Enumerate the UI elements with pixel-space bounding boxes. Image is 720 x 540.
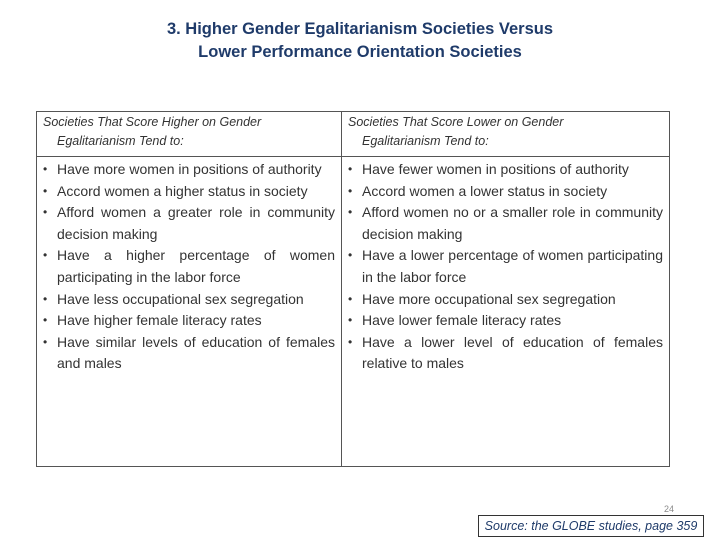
- list-item: • Have more occupational sex segregation: [348, 289, 663, 311]
- bullet-dot-icon: •: [43, 313, 48, 328]
- list-item: • Have similar levels of education of females and males: [43, 333, 335, 372]
- list-item: • Have a lower percentage of women participating in the labor force: [348, 247, 663, 285]
- bullet-dot-icon: •: [43, 291, 48, 306]
- list-item: • Afford women a greater role in community decision making: [43, 204, 335, 242]
- list-item: • Afford women no or a smaller role in community decision making: [348, 204, 663, 242]
- lower-traits-list: [342, 159, 669, 375]
- list-item: • Have a lower level of education of females relative to males: [348, 333, 663, 372]
- lower-header-line-1: Societies That Score Lower on Gender: [348, 115, 564, 129]
- higher-traits-list: [37, 159, 341, 375]
- bullet-dot-icon: •: [43, 162, 48, 176]
- list-item: • Have a higher percentage of women participating in the labor force: [43, 247, 335, 285]
- page-title: [0, 18, 720, 64]
- bullet-dot-icon: •: [43, 334, 48, 349]
- comparison-table: [36, 111, 670, 467]
- list-item: • Have lower female literacy rates: [348, 310, 663, 332]
- title-line-2: Lower Performance Orientation Societies: [198, 43, 522, 61]
- higher-column-header: [37, 112, 341, 157]
- lower-egalitarianism-column: [342, 112, 669, 466]
- source-citation: Source: the GLOBE studies, page 359: [478, 515, 704, 537]
- list-item: • Have higher female literacy rates: [43, 310, 335, 332]
- list-item: • Accord women a higher status in society: [43, 181, 335, 203]
- bullet-dot-icon: •: [348, 334, 353, 349]
- bullet-dot-icon: •: [43, 205, 48, 220]
- bullet-dot-icon: •: [348, 205, 353, 220]
- lower-column-header: [342, 112, 669, 157]
- list-item: • Have fewer women in positions of authority: [348, 159, 663, 181]
- bullet-dot-icon: •: [348, 183, 353, 198]
- bullet-dot-icon: •: [348, 162, 353, 176]
- page-number: 24: [664, 504, 675, 514]
- lower-header-line-2: Egalitarianism Tend to:: [362, 134, 489, 148]
- bullet-dot-icon: •: [43, 248, 48, 263]
- list-item: • Have more women in positions of authority: [43, 159, 335, 181]
- list-item: • Accord women a lower status in society: [348, 181, 663, 203]
- title-line-1: 3. Higher Gender Egalitarianism Societies Versus: [166, 20, 554, 38]
- bullet-dot-icon: •: [43, 183, 48, 198]
- bullet-dot-icon: •: [348, 248, 353, 263]
- higher-header-line-2: Egalitarianism Tend to:: [57, 134, 184, 148]
- higher-egalitarianism-column: [37, 112, 342, 466]
- list-item: • Have less occupational sex segregation: [43, 289, 335, 311]
- bullet-dot-icon: •: [348, 291, 353, 306]
- bullet-dot-icon: •: [348, 313, 353, 328]
- higher-header-line-1: Societies That Score Higher on Gender: [43, 115, 262, 129]
